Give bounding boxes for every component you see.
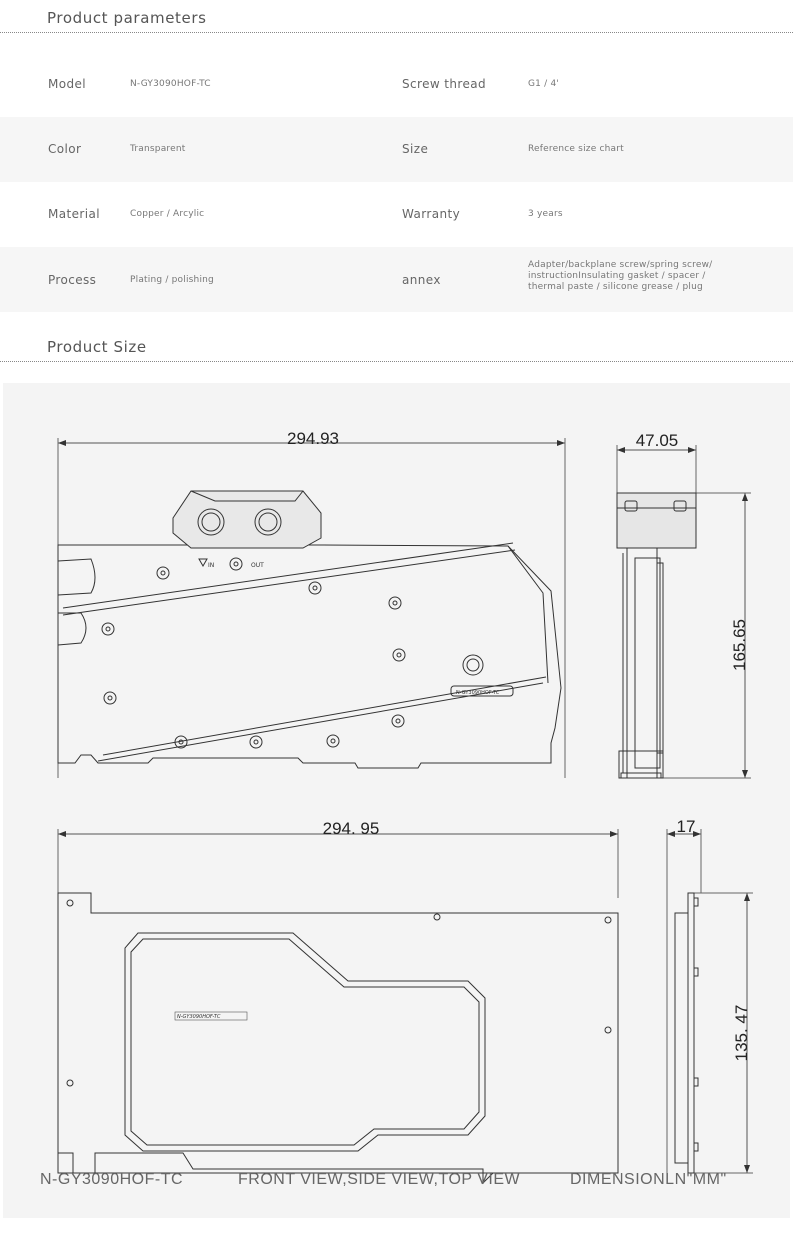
backplate-side-view — [667, 817, 753, 1173]
param-value: 3 years — [528, 209, 563, 219]
param-value: Transparent — [130, 144, 186, 154]
footer-unit: DIMENSIONLN"MM" — [570, 1171, 727, 1188]
param-value: Plating / polishing — [130, 275, 214, 285]
param-row-process — [0, 247, 793, 312]
parameters-section-title: Product parameters — [47, 9, 207, 27]
divider — [0, 32, 793, 33]
param-value: N-GY3090HOF-TC — [130, 79, 211, 89]
dimension-back-width: 294. 95 — [322, 819, 380, 838]
dimension-front-width: 294.93 — [287, 429, 339, 448]
param-value-line: instructionInsulating gasket / spacer / — [528, 271, 706, 281]
technical-drawing — [3, 383, 790, 1218]
param-value-line: thermal paste / silicone grease / plug — [528, 282, 703, 292]
technical-drawing-panel — [3, 383, 790, 1218]
param-label: Material — [48, 207, 100, 221]
screw-holes — [102, 567, 405, 748]
out-port-label: OUT — [251, 562, 264, 569]
in-port-label: IN — [208, 562, 215, 569]
param-label: Model — [48, 77, 87, 91]
param-label: Screw thread — [402, 77, 487, 91]
footer-model: N-GY3090HOF-TC — [40, 1171, 184, 1188]
dimension-back-side-width: 17 — [676, 817, 696, 836]
param-label: Color — [48, 142, 82, 156]
front-view — [58, 429, 565, 778]
divider — [0, 361, 793, 362]
backplate-engraving: N-GY3090HOF-TC — [177, 1014, 221, 1020]
param-value-line: Adapter/backplane screw/spring screw/ — [528, 260, 713, 270]
param-row-model — [0, 52, 793, 117]
block-plate-engraving: N-GY3090HOF-TC — [456, 690, 500, 696]
footer-views: FRONT VIEW,SIDE VIEW,TOP VIEW — [238, 1171, 521, 1188]
param-label: Warranty — [402, 207, 461, 221]
param-label: annex — [402, 273, 441, 287]
size-section-title: Product Size — [47, 338, 147, 356]
param-row-material — [0, 182, 793, 247]
param-value: G1 / 4' — [528, 79, 560, 89]
param-label: Size — [402, 142, 429, 156]
param-value: Reference size chart — [528, 144, 624, 154]
param-row-color — [0, 117, 793, 182]
dimension-side-width: 47.05 — [635, 431, 679, 450]
param-value: Copper / Arcylic — [130, 209, 205, 219]
backplate-view — [58, 819, 618, 1183]
dimension-side-height: 165.65 — [730, 619, 749, 671]
param-label: Process — [48, 273, 97, 287]
side-view — [617, 431, 751, 778]
dimension-back-side-height: 135. 47 — [732, 1004, 751, 1062]
